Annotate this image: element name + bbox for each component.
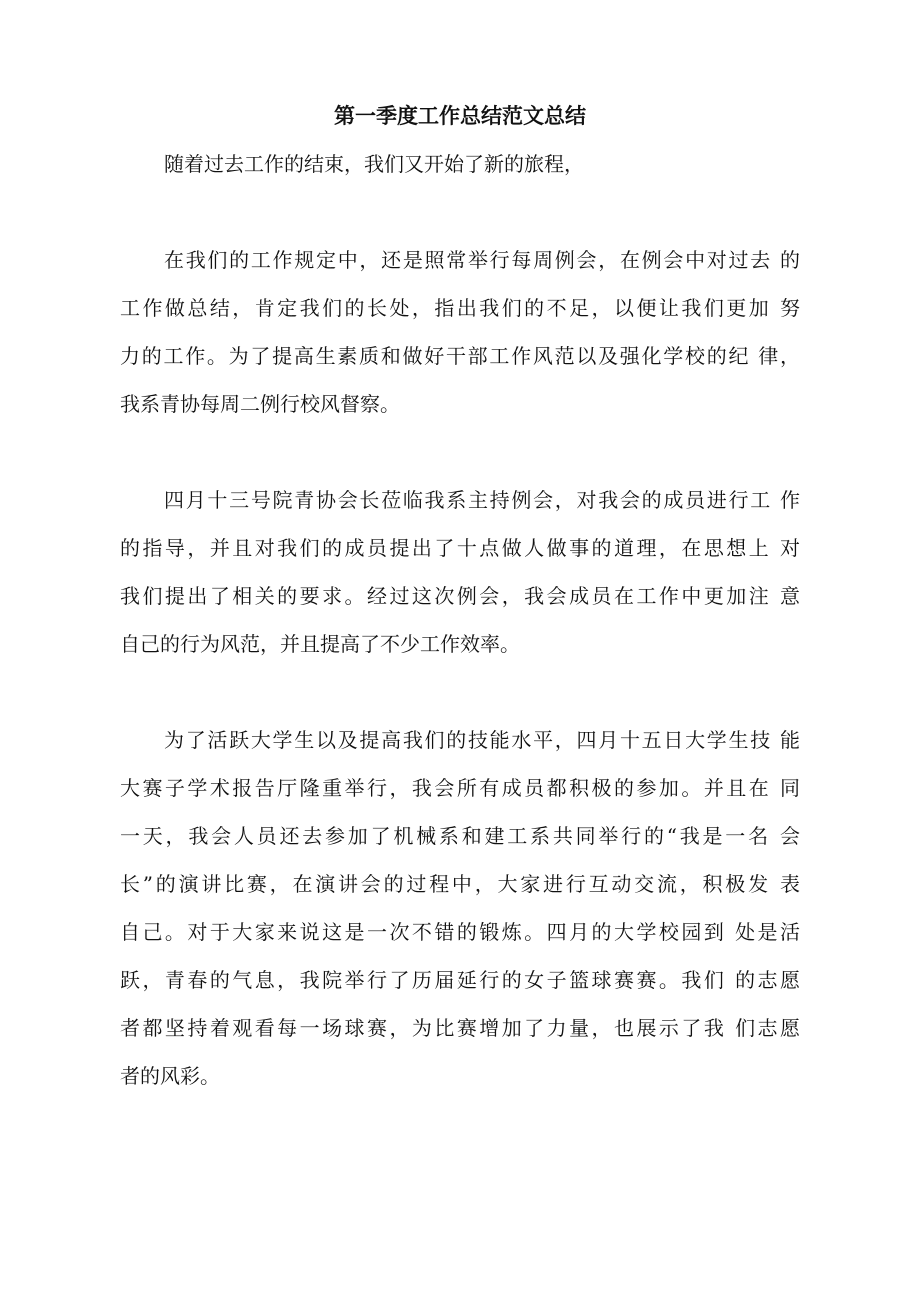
paragraph-2	[120, 476, 800, 668]
paragraph-line: 四月十三号院青协会长莅临我系主持例会，对我会的成员进行工 作	[164, 488, 800, 512]
blank-line	[120, 668, 800, 716]
paragraph-line: 力的工作。为了提高生素质和做好干部工作风范以及强化学校的纪 律，	[120, 344, 800, 368]
paragraph-line: 自己的行为风范，并且提高了不少工作效率。	[120, 632, 520, 656]
paragraph-line: 我们提出了相关的要求。经过这次例会，我会成员在工作中更加注 意	[120, 584, 800, 608]
paragraph-line: 者的风彩。	[120, 1064, 220, 1088]
paragraph-line: 在我们的工作规定中，还是照常举行每周例会，在例会中对过去 的	[164, 248, 800, 272]
document-title: 第一季度工作总结范文总结	[334, 103, 586, 128]
blank-line	[120, 428, 800, 476]
paragraph-line: 者都坚持着观看每一场球赛，为比赛增加了力量，也展示了我 们志愿	[120, 1016, 800, 1040]
paragraph-3	[120, 716, 800, 1100]
paragraph-1	[120, 236, 800, 428]
paragraph-line: 跃，青春的气息，我院举行了历届延行的女子篮球赛赛。我们 的志愿	[120, 968, 800, 992]
paragraph-line: 大赛子学术报告厅隆重举行，我会所有成员都积极的参加。并且在 同	[120, 776, 800, 800]
document-page	[120, 92, 800, 1100]
paragraph-line: 自己。对于大家来说这是一次不错的锻炼。四月的大学校园到 处是活	[120, 920, 800, 944]
paragraph-line: 一天，我会人员还去参加了机械系和建工系共同举行的“我是一名 会	[120, 824, 800, 848]
intro-line: 随着过去工作的结束，我们又开始了新的旅程，	[164, 152, 584, 176]
paragraph-line: 工作做总结，肯定我们的长处，指出我们的不足，以便让我们更加 努	[120, 296, 800, 320]
blank-line	[120, 188, 800, 236]
paragraph-line: 我系青协每周二例行校风督察。	[120, 392, 400, 416]
paragraph-line: 为了活跃大学生以及提高我们的技能水平，四月十五日大学生技 能	[164, 728, 800, 752]
paragraph-line: 长”的演讲比赛，在演讲会的过程中，大家进行互动交流，积极发 表	[120, 872, 800, 896]
paragraph-line: 的指导，并且对我们的成员提出了十点做人做事的道理，在思想上 对	[120, 536, 800, 560]
